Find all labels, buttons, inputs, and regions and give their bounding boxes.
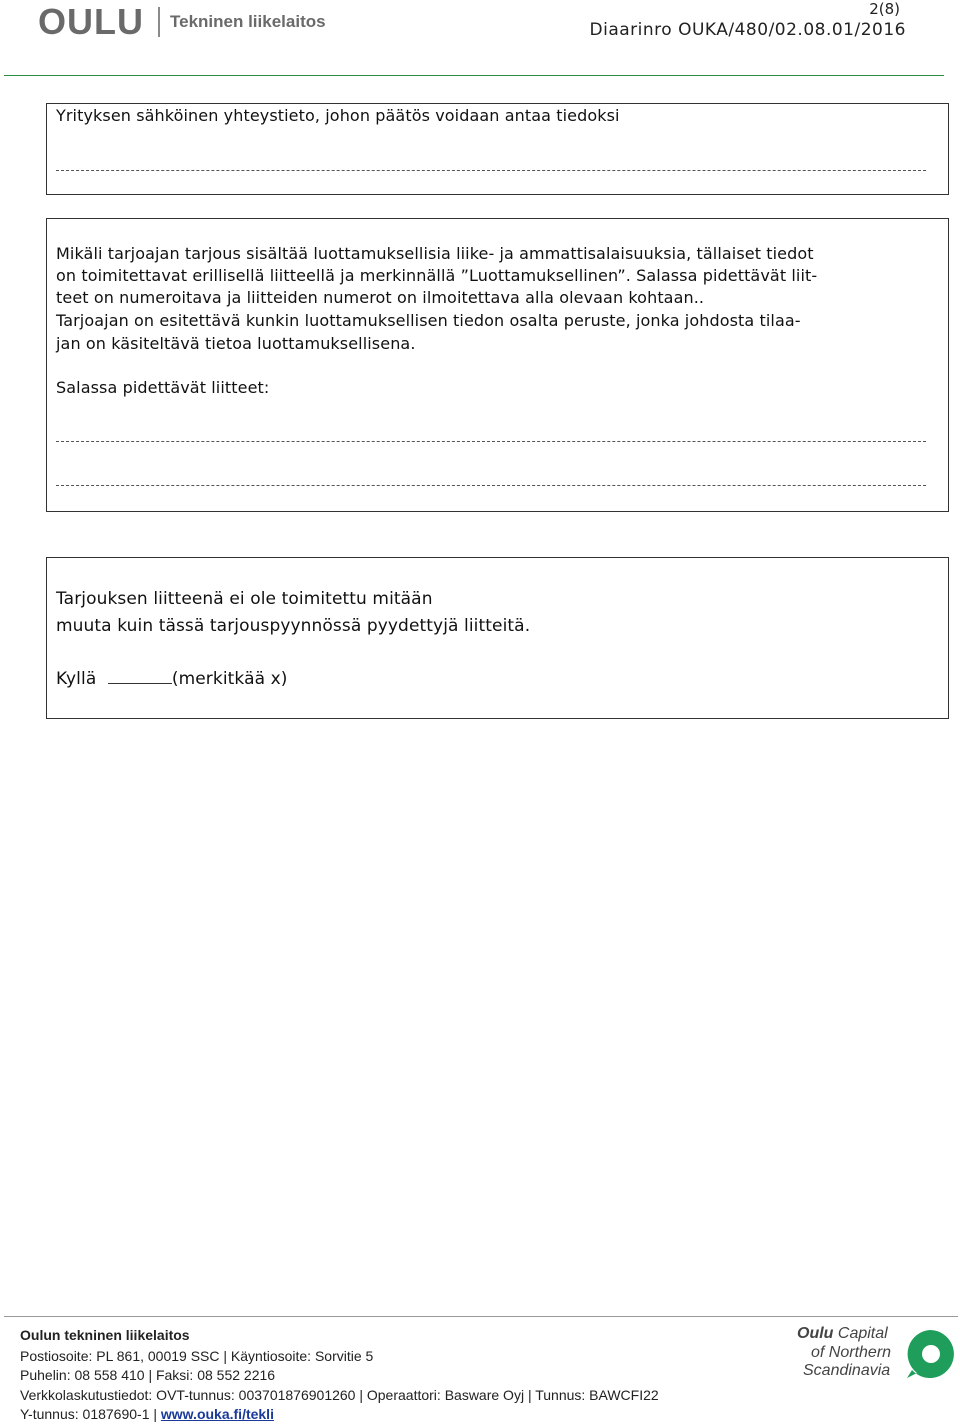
logo-text: OULU xyxy=(38,1,144,42)
footer-address: Postiosoite: PL 861, 00019 SSC | Käyntiosoite: Sorvitie 5 xyxy=(20,1348,374,1364)
contact-fill-line[interactable] xyxy=(56,170,926,171)
attachments-fill-line-1[interactable] xyxy=(56,441,926,442)
yes-label: Kyllä xyxy=(56,669,97,689)
confidential-text-line: on toimitettavat erillisellä liitteellä ja merkinnällä ”Luottamuksellinen”. Salassa pidettävät liit- xyxy=(56,266,818,285)
logo-divider xyxy=(158,7,160,37)
attachments-label: Salassa pidettävät liitteet: xyxy=(56,378,270,397)
oulu-logo xyxy=(38,1,326,42)
brand-line-2: of Northern xyxy=(811,1344,892,1361)
footer-billing: Verkkolaskutustiedot: OVT-tunnus: 003701876901260 | Operaattori: Basware Oyj | Tunnus: BAWCFI22 xyxy=(20,1387,659,1403)
footer-rule xyxy=(4,1316,958,1317)
logo-subtitle: Tekninen liikelaitos xyxy=(170,12,326,31)
diary-number: Diaarinro OUKA/480/02.08.01/2016 xyxy=(589,20,906,40)
confidential-text-line: teet on numeroitava ja liitteiden numerot on ilmoitettava alla olevaan kohtaan.. xyxy=(56,288,705,307)
brand-logo xyxy=(797,1325,957,1385)
confidential-text-line: Mikäli tarjoajan tarjous sisältää luottamuksellisia liike- ja ammattisalaisuuksia, tällaiset tiedot xyxy=(56,244,814,263)
contact-label: Yrityksen sähköinen yhteystieto, johon päätös voidaan antaa tiedoksi xyxy=(56,106,620,125)
footer-business-id: Y-tunnus: 0187690-1 | xyxy=(20,1406,161,1422)
no-attachments-line-1: Tarjouksen liitteenä ei ole toimitettu mitään xyxy=(56,589,433,609)
footer-website-link[interactable]: www.ouka.fi/tekli xyxy=(160,1406,274,1422)
yes-row xyxy=(56,669,288,689)
no-attachments-section xyxy=(46,557,949,719)
confidential-text-line: Tarjoajan on esitettävä kunkin luottamuksellisen tiedon osalta peruste, jonka johdosta tilaa- xyxy=(56,311,801,330)
brand-line-1: Oulu Capital xyxy=(797,1325,888,1342)
no-attachments-line-2: muuta kuin tässä tarjouspyynnössä pyydettyjä liitteitä. xyxy=(56,616,531,636)
brand-line-3: Scandinavia xyxy=(803,1362,891,1379)
speech-bubble-icon xyxy=(903,1327,957,1381)
page-number: 2(8) xyxy=(869,0,900,18)
mark-hint: (merkitkää x) xyxy=(171,669,288,689)
header-rule xyxy=(4,75,944,76)
footer-org-name: Oulun tekninen liikelaitos xyxy=(20,1327,190,1343)
yes-mark-blank[interactable] xyxy=(108,669,172,684)
footer-business-id-row xyxy=(20,1406,274,1422)
attachments-fill-line-2[interactable] xyxy=(56,485,926,486)
footer-phone: Puhelin: 08 558 410 | Faksi: 08 552 2216 xyxy=(20,1367,276,1383)
confidential-text-line: jan on käsiteltävä tietoa luottamuksellisena. xyxy=(56,334,416,353)
